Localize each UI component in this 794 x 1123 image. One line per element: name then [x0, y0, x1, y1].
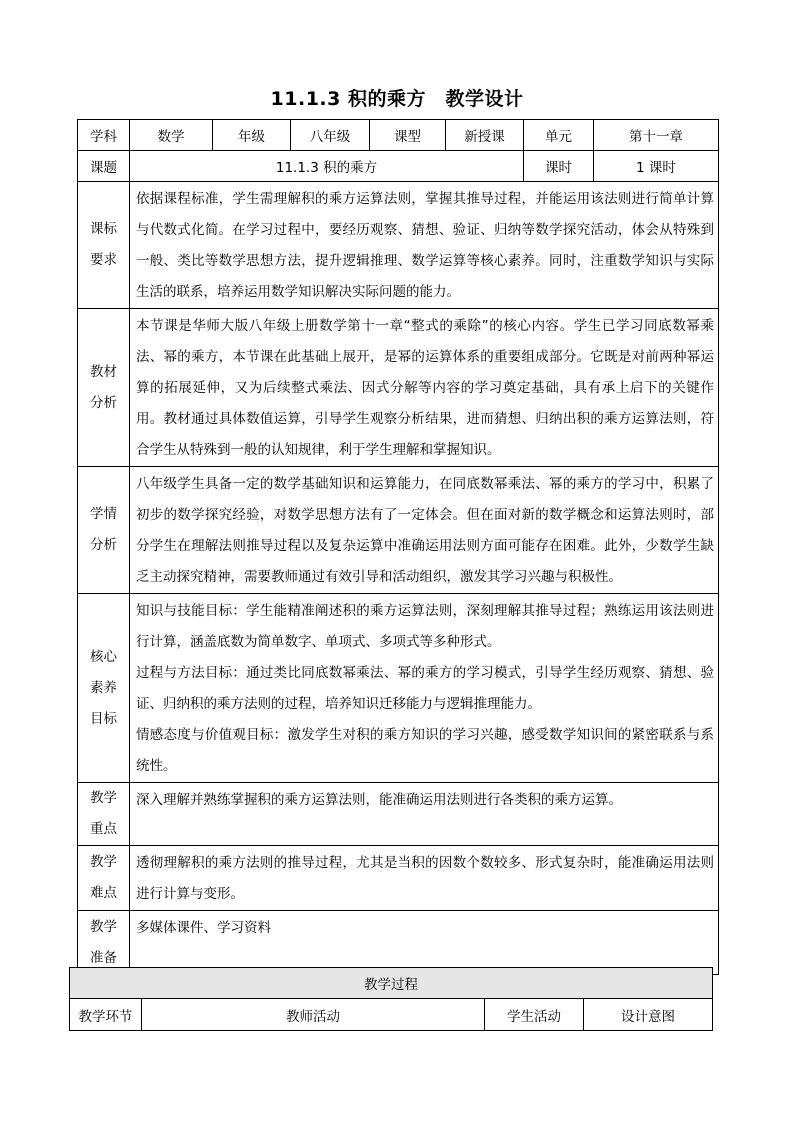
- section-label: [78, 846, 130, 911]
- section-label-line: 要求: [90, 252, 117, 268]
- grade-value: 八年级: [291, 120, 370, 151]
- section-row: [78, 594, 719, 783]
- class-hours-label: 课时: [524, 151, 594, 182]
- section-label-line: 核心: [90, 648, 117, 665]
- section-label-line: 分析: [90, 394, 117, 411]
- col-design-intent: 设计意图: [584, 999, 713, 1031]
- section-label: [78, 594, 130, 783]
- document-title: 11.1.3 积的乘方 教学设计: [270, 88, 524, 110]
- section-label-line: 教学: [90, 790, 117, 806]
- subject-value: 数学: [130, 120, 213, 151]
- section-label-line: 准备: [90, 949, 117, 966]
- section-paragraph: 知识与技能目标：学生能精准阐述积的乘方运算法则，深刻理解其推导过程；熟练运用该法则进行计算，涵盖底数为简单数字、单项式、多项式等多种形式。: [136, 603, 714, 650]
- process-header-row: [70, 968, 713, 999]
- section-label: [78, 783, 130, 846]
- section-row: [78, 467, 719, 594]
- section-label-line: 素养: [90, 679, 117, 696]
- section-label-line: 重点: [90, 821, 117, 837]
- lesson-type-label: 课型: [370, 120, 446, 151]
- section-row: [78, 309, 719, 467]
- section-label: [78, 309, 130, 467]
- info-row: [78, 120, 719, 151]
- lesson-type-value: 新授课: [446, 120, 524, 151]
- section-label-line: 目标: [90, 710, 117, 727]
- section-paragraph: 本节课是华师大版八年级上册数学第十一章“整式的乘除”的核心内容。学生已学习同底数幂乘法、幂的乘方，本节课在此基础上展开，是幂的运算体系的重要组成部分。它既是对前两种幂运算的拓展延伸，又为后续整式乘法、因式分解等内容的学习奠定基础，具有承上启下的关键作用。教材通过具体数值运算，引导学生观察分析结果，进而猜想、归纳出积的乘方运算法则，符合学生从特殊到一般的认知规律，利于学生理解和掌握知识。: [136, 318, 714, 458]
- topic-label: 课题: [78, 151, 130, 182]
- section-label-line: 难点: [90, 885, 117, 901]
- col-teacher-activity: 教师活动: [142, 999, 485, 1031]
- process-columns-row: [70, 999, 713, 1031]
- section-content: [130, 783, 719, 846]
- section-content: [130, 594, 719, 783]
- unit-label: 单元: [524, 120, 594, 151]
- section-label-line: 教学: [90, 918, 117, 935]
- lesson-info-table: [77, 119, 719, 975]
- section-label-line: 教材: [90, 363, 117, 380]
- section-content: [130, 911, 719, 975]
- section-paragraph: 透彻理解积的乘方法则的推导过程，尤其是当积的因数个数较多、形式复杂时，能准确运用法则进行计算与变形。: [136, 855, 714, 902]
- subject-label: 学科: [78, 120, 130, 151]
- topic-row: [78, 151, 719, 182]
- section-label-line: 教学: [90, 854, 117, 870]
- section-label-line: 学情: [90, 506, 117, 522]
- section-content: [130, 846, 719, 911]
- section-label: [78, 467, 130, 594]
- col-student-activity: 学生活动: [485, 999, 584, 1031]
- section-label: [78, 911, 130, 975]
- col-teaching-step: 教学环节: [70, 999, 142, 1031]
- section-paragraph: 情感态度与价值观目标：激发学生对积的乘方知识的学习兴趣，感受数学知识间的紧密联系与系统性。: [136, 727, 714, 774]
- section-row: [78, 783, 719, 846]
- section-paragraph: 八年级学生具备一定的数学基础知识和运算能力，在同底数幂乘法、幂的乘方的学习中，积累了初步的数学探究经验，对数学思想方法有了一定体会。但在面对新的数学概念和运算法则时，部分学生在理解法则推导过程以及复杂运算中准确运用法则方面可能存在困难。此外，少数学生缺乏主动探究精神，需要教师通过有效引导和活动组织，激发其学习兴趣与积极性。: [136, 476, 714, 585]
- teaching-process-table: [69, 967, 713, 1031]
- unit-value: 第十一章: [594, 120, 719, 151]
- section-content: [130, 467, 719, 594]
- sections-body: [78, 182, 719, 975]
- section-paragraph: 依据课程标准，学生需理解积的乘方运算法则，掌握其推导过程，并能运用该法则进行简单计算与代数式化简。在学习过程中，要经历观察、猜想、验证、归纳等数学探究活动，体会从特殊到一般、类比等数学思想方法，提升逻辑推理、数学运算等核心素养。同时，注重数学知识与实际生活的联系，培养运用数学知识解决实际问题的能力。: [136, 191, 714, 300]
- grade-label: 年级: [213, 120, 291, 151]
- section-row: [78, 846, 719, 911]
- section-label: [78, 182, 130, 309]
- section-paragraph: 过程与方法目标：通过类比同底数幂乘法、幂的乘方的学习模式，引导学生经历观察、猜想、验证、归纳积的乘方法则的过程，培养知识迁移能力与逻辑推理能力。: [136, 665, 714, 712]
- topic-value: 11.1.3 积的乘方: [130, 151, 524, 182]
- section-label-line: 课标: [90, 221, 117, 237]
- section-label-line: 分析: [90, 537, 117, 553]
- section-paragraph: 深入理解并熟练掌握积的乘方运算法则，能准确运用法则进行各类积的乘方运算。: [136, 792, 622, 808]
- section-row: [78, 911, 719, 975]
- section-content: [130, 182, 719, 309]
- section-paragraph: 多媒体课件、学习资料: [136, 920, 271, 936]
- process-header: 教学过程: [70, 968, 713, 999]
- section-row: [78, 182, 719, 309]
- class-hours-value: 1 课时: [594, 151, 719, 182]
- section-content: [130, 309, 719, 467]
